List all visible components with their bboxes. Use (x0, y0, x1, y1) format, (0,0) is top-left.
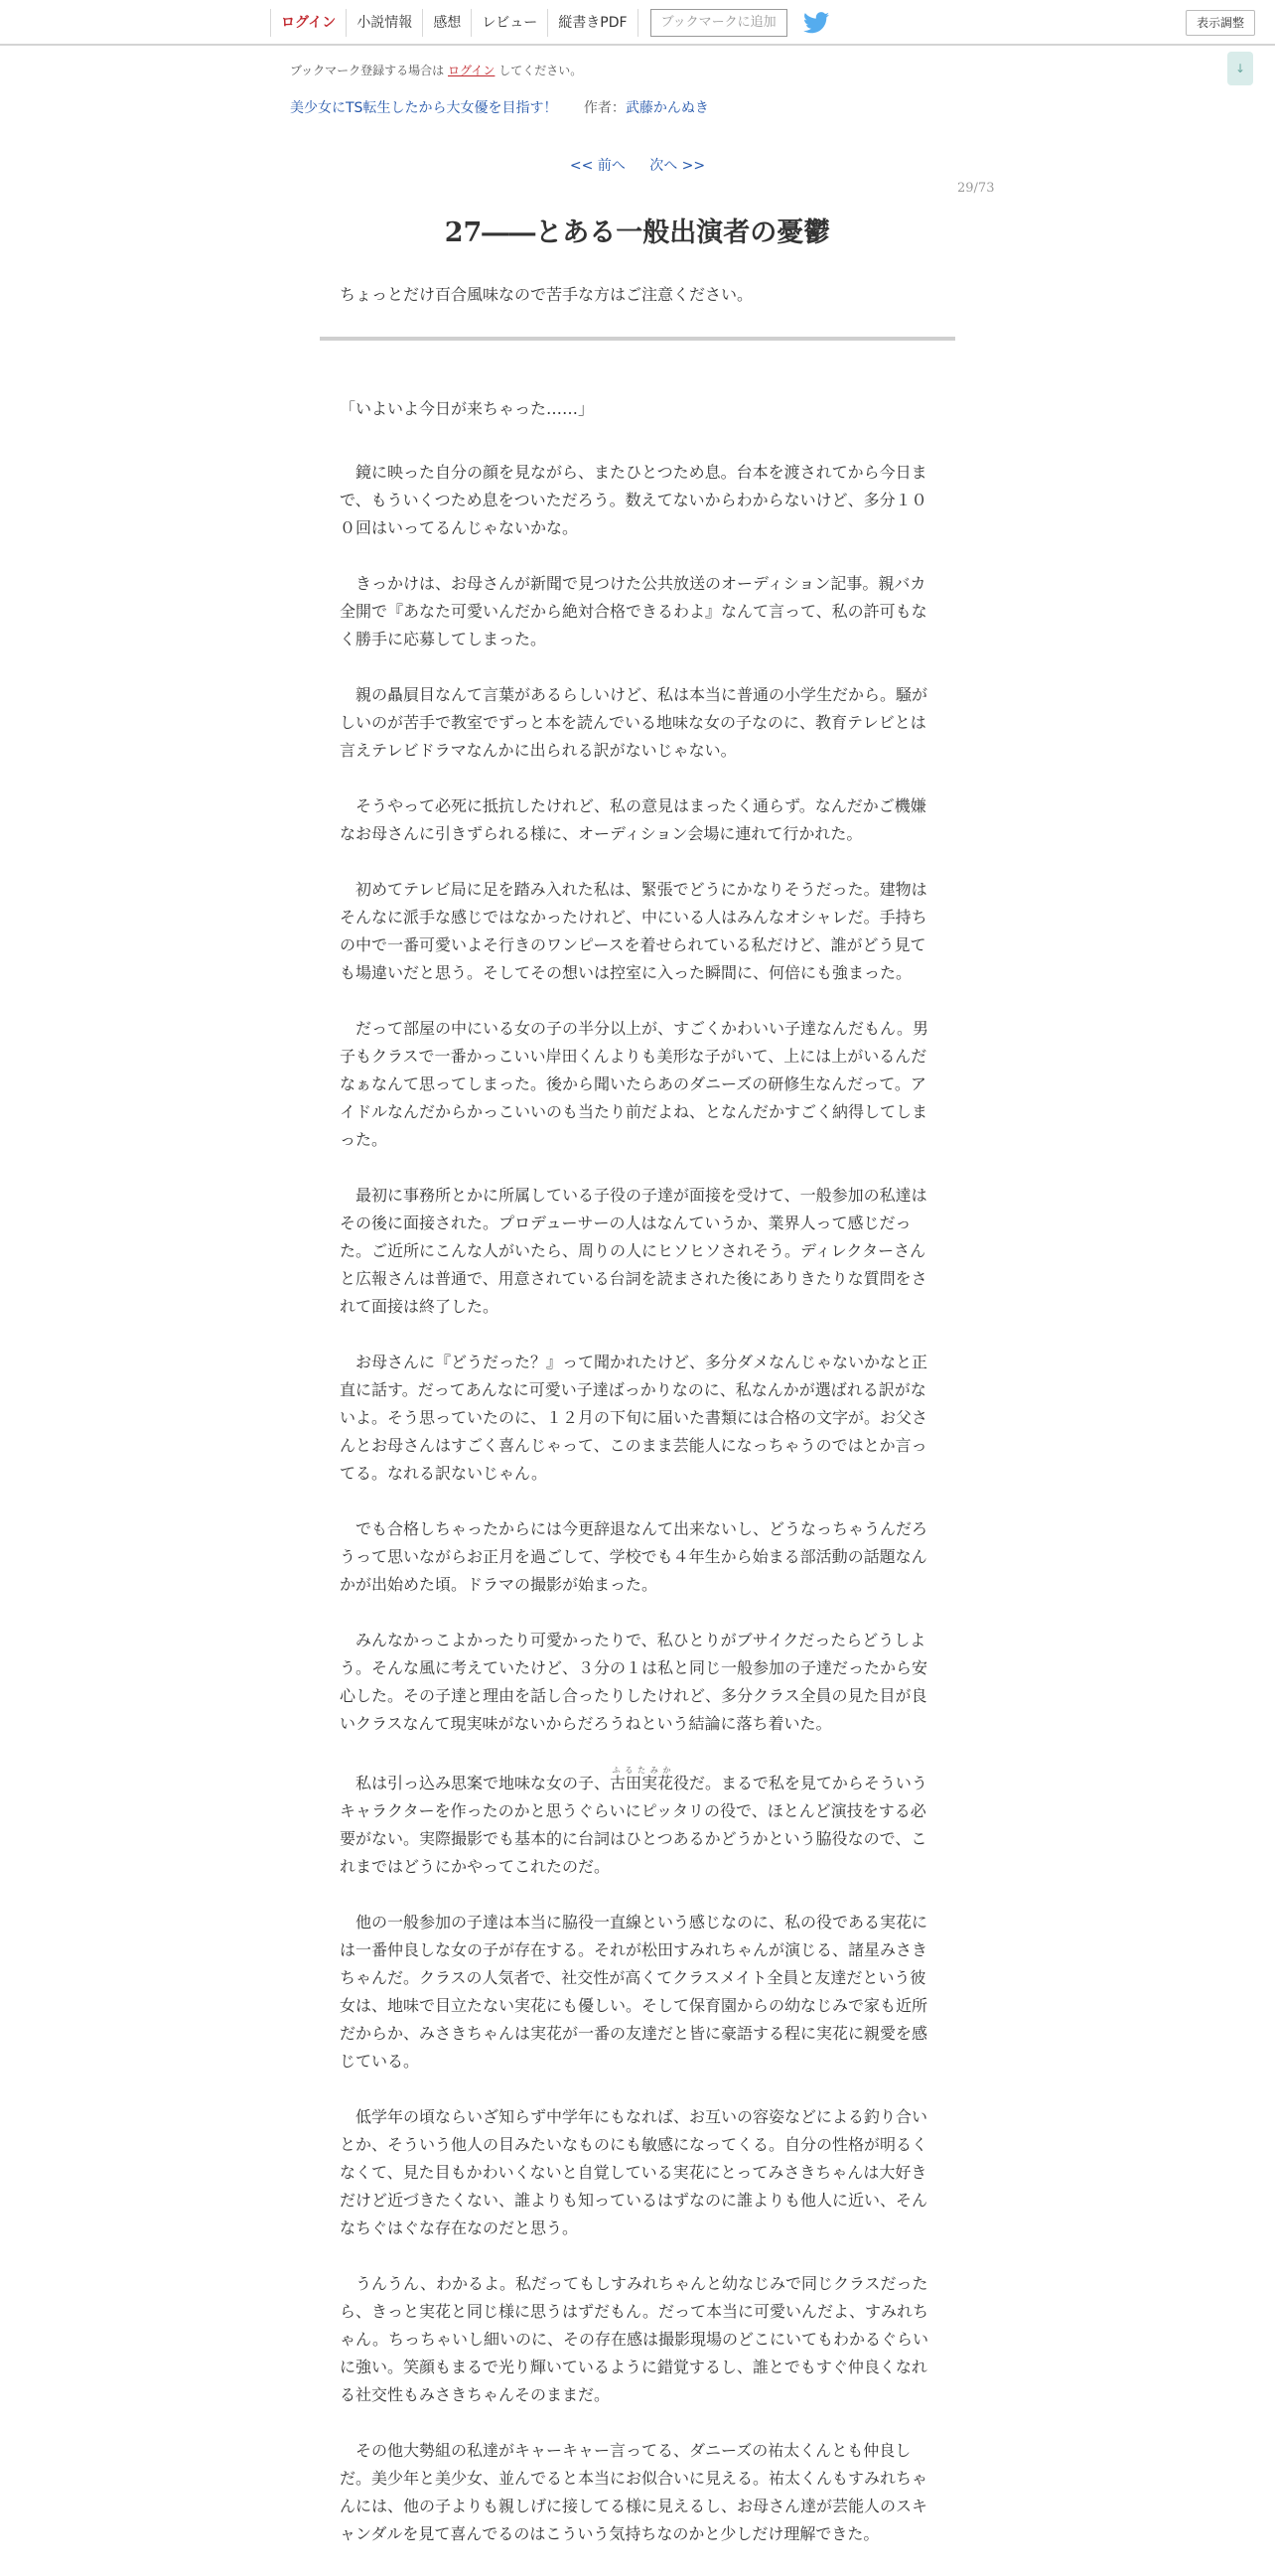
body-paragraph: そうやって必死に抵抗したけれど、私の意見はまったく通らず。なんだかご機嫌なお母さんに引きずられる様に、オーディション会場に連れて行かれた。 (340, 796, 926, 843)
display-settings-button[interactable]: 表示調整 (1186, 10, 1255, 36)
body-paragraph: 低学年の頃ならいざ知らず中学年にもなれば、お互いの容姿などによる釣り合いとか、そういう他人の目みたいなものにも敏感になってくる。自分の性格が明るくなくて、見た目もかわいくないと自覚している実花にとってみさきちゃんは大好きだけど近づきたくない、誰よりも知っているはずなのに誰よりも他人に近い、そんなちぐはぐな存在なのだと思う。 (340, 2107, 928, 2237)
novel-title-link[interactable]: 美少女にTS転生したから大女優を目指す！ (290, 100, 558, 116)
body-paragraph: 最初に事務所とかに所属している子役の子達が面接を受けて、一般参加の私達はその後に面接された。プロデューサーの人はなんていうか、業界人って感じだった。ご近所にこんな人がいたら、周りの人にヒソヒソされそう。ディレクターさんと広報さんは普通で、用意されている台詞を読まされた後にありきたりな質問をされて面接は終了した。 (340, 1186, 927, 1316)
body-paragraph: 「いよいよ今日が来ちゃった……」 (340, 399, 595, 418)
body-paragraph: 初めてテレビ局に足を踏み入れた私は、緊張でどうにかなりそうだった。建物はそんなに派手な感じではなかったけれど、中にいる人はみんなオシャレだ。手持ちの中で一番可愛いよそ行きのワンピースを着せられている私だけど、誰がどう見ても場違いだと思う。そしてその想いは控室に入った瞬間に、何倍にも強まった。 (340, 880, 927, 982)
body-paragraph: うんうん、わかるよ。私だってもしすみれちゃんと幼なじみで同じクラスだったら、きっと実花と同じ様に思うはずだもん。だって本当に可愛いんだよ、すみれちゃん。ちっちゃいし細いのに、その存在感は撮影現場のどこにいてもわかるぐらいに強い。笑顔もまるで光り輝いているように錯覚するし、誰とでもすぐ仲良くなれる社交性もみさきちゃんそのままだ。 (340, 2274, 928, 2404)
body-paragraph: 親の贔屓目なんて言葉があるらしいけど、私は本当に普通の小学生だから。騒がしいのが苦手で教室でずっと本を読んでいる地味な女の子なのに、教育テレビとは言えテレビドラマなんかに出られる訳がないじゃない。 (340, 685, 928, 760)
paragraph-text: 役だ。まるで私を見てからそういうキャラクターを作ったのかと思うぐらいにピッタリの役で、ほとんど演技をする必要がない。実際撮影でも基本的に台詞はひとつあるかどうかという脇役なので、これまではどうにかやってこれたのだ。 (340, 1774, 927, 1876)
body-paragraph: きっかけは、お母さんが新聞で見つけた公共放送のオーディション記事。親バカ全開で『あなた可愛いんだから絶対合格できるわよ』なんて言って、私の許可もなく勝手に応募してしまった。 (340, 574, 927, 648)
main-nav (270, 0, 829, 46)
body-paragraph: その他大勢組の私達がキャーキャー言ってる、ダニーズの祐太くんとも仲良しだ。美少年と美少女、並んでると本当にお似合いに見える。祐太くんもすみれちゃんには、他の子よりも親しげに接してる様に見えるし、お母さん達が芸能人のスキャンダルを見て喜んでるのはこういう気持ちなのかと少しだけ理解できた。 (340, 2441, 928, 2543)
ruby-name (610, 1766, 674, 1792)
ruby-reading: ふるたみか (610, 1766, 674, 1775)
bookmark-login-notice (290, 62, 582, 78)
chapter-title: 27――とある一般出演者の憂鬱 (444, 217, 831, 248)
top-nav-bar (0, 0, 1275, 46)
body-paragraph: でも合格しちゃったからには今更辞退なんて出来ないし、どうなっちゃうんだろうって思いながらお正月を過ごして、学校でも４年生から始まる部活動の話題なんかが出始めた頃。ドラマの撮影が始まった。 (340, 1519, 928, 1594)
body-paragraph: だって部屋の中にいる女の子の半分以上が、すごくかわいい子達なんだもん。男子もクラスで一番かっこいい岸田くんよりも美形な子がいて、上には上がいるんだなぁなんて思ってしまった。後から聞いたらあのダニーズの研修生なんだって。アイドルなんだからかっこいいのも当たり前だよね、となんだかすごく納得してしまった。 (340, 1019, 928, 1149)
add-bookmark-button[interactable]: ブックマークに追加 (650, 9, 787, 37)
twitter-bird-icon[interactable] (803, 12, 829, 34)
author-label: 作者： (583, 100, 626, 116)
next-chapter-link[interactable]: 次へ >> (649, 158, 706, 174)
nav-review-link[interactable]: レビュー (471, 9, 547, 37)
prev-chapter-link[interactable]: << 前へ (569, 158, 626, 174)
chapter-body (340, 395, 929, 2576)
chapter-pager (0, 155, 1275, 175)
novel-header (290, 97, 709, 117)
author-link[interactable]: 武藤かんぬき (625, 100, 709, 116)
bookmark-notice-login-link[interactable]: ログイン (448, 64, 496, 77)
preface-divider (320, 337, 955, 341)
nav-login-link[interactable]: ログイン (270, 9, 346, 37)
body-paragraph (340, 1766, 929, 1881)
body-paragraph: 鏡に映った自分の顔を見ながら、またひとつため息。台本を渡されてから今日まで、もういくつため息をついただろう。数えてないからわからないけど、多分１００回はいってるんじゃないかな。 (340, 463, 927, 537)
bookmark-notice-suffix: してください。 (498, 64, 583, 77)
bookmark-notice-prefix: ブックマーク登録する場合は (290, 64, 445, 77)
body-paragraph: お母さんに『どうだった？』って聞かれたけど、多分ダメなんじゃないかなと正直に話す。だってあんなに可愛い子達ばっかりなのに、私なんかが選ばれる訳がないよ。そう思っていたのに、１２月の下旬に届いた書類には合格の文字が。お父さんとお母さんはすごく喜んじゃって、このまま芸能人になっちゃうのではとか言ってる。なれる訳ないじゃん。 (340, 1353, 928, 1483)
scroll-down-tab[interactable]: ↓ (1227, 52, 1253, 85)
body-paragraph: みんなかっこよかったり可愛かったりで、私ひとりがブサイクだったらどうしよう。そんな風に考えていたけど、３分の１は私と同じ一般参加の子達だったから安心した。その子達と理由を話し合ったりしたけれど、多分クラス全員の見た目が良いクラスなんて現実味がないからだろうねという結論に落ち着いた。 (340, 1631, 928, 1733)
paragraph-text: 私は引っ込み思案で地味な女の子、 (340, 1774, 611, 1792)
body-paragraph: 他の一般参加の子達は本当に脇役一直線という感じなのに、私の役である実花には一番仲良しな女の子が存在する。それが松田すみれちゃんが演じる、諸星みさきちゃんだ。クラスの人気者で、社交性が高くてクラスメイト全員と友達だという彼女は、地味で目立たない実花にも優しい。そして保育園からの幼なじみで家も近所だからか、みさきちゃんは実花が一番の友達だと皆に豪語する程に実花に親愛を感じている。 (340, 1913, 928, 2071)
nav-novel-info-link[interactable]: 小説情報 (346, 9, 422, 37)
ruby-base: 古田実花 (610, 1774, 674, 1792)
nav-vertical-pdf-link[interactable]: 縦書きPDF (547, 9, 638, 37)
chapter-preface: ちょっとだけ百合風味なので苦手な方はご注意ください。 (340, 285, 754, 304)
chapter-count: 29/73 (957, 181, 995, 196)
nav-impressions-link[interactable]: 感想 (422, 9, 471, 37)
